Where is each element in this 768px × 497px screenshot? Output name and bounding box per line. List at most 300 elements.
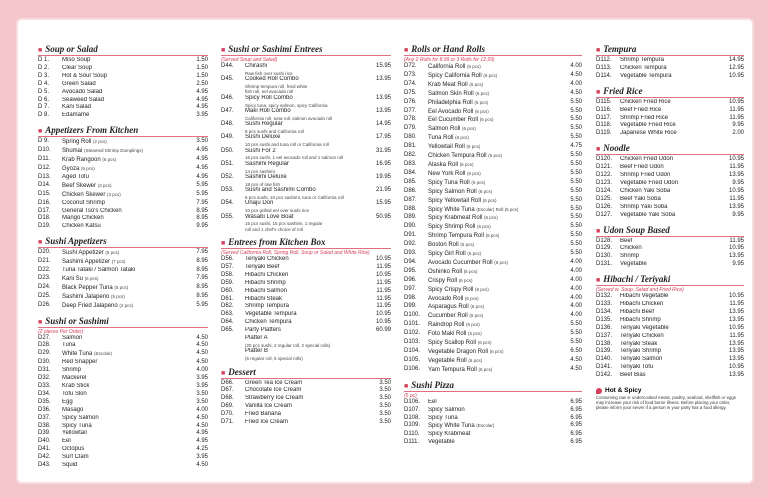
section-gap xyxy=(596,220,744,223)
menu-item xyxy=(38,423,208,431)
item-name xyxy=(245,134,367,142)
item-name xyxy=(428,312,558,321)
item-code: D64. xyxy=(221,319,234,326)
item-name-text: Fried Ice Cream xyxy=(245,419,289,426)
item-price: 5.50 xyxy=(570,160,582,167)
item-name-text: Fried Banana xyxy=(245,411,282,418)
item-name-text: Spicy Shrimp Roll xyxy=(428,224,476,231)
bullet-icon: ■ xyxy=(38,238,43,247)
item-name-text: Green Tea Ice Cream xyxy=(245,379,303,386)
item-name xyxy=(428,125,558,134)
item-name xyxy=(428,197,558,206)
item-name-text: Spicy Tuna xyxy=(428,414,458,421)
item-code: D48. xyxy=(221,121,234,128)
menu-item xyxy=(221,63,391,71)
menu-item xyxy=(404,415,582,423)
section-gap xyxy=(38,311,208,314)
item-portion: (6 pcs) xyxy=(478,188,493,194)
item-code: D109. xyxy=(404,422,421,429)
item-name-text: Vegetable Roll xyxy=(428,357,467,364)
section-title xyxy=(221,44,391,56)
item-name xyxy=(62,165,184,174)
item-code: D114. xyxy=(596,72,612,79)
menu-item xyxy=(221,387,391,395)
item-price: 13.95 xyxy=(375,94,391,101)
item-code: D106. xyxy=(404,398,421,405)
item-name-text: Hibachi Chicken xyxy=(245,271,289,278)
item-name-text: Shrimp Fried Udon xyxy=(620,172,671,179)
item-description: roll and 1 chef's choice of roll xyxy=(245,226,303,232)
section-title-text: Tempura xyxy=(603,44,637,54)
item-name xyxy=(428,259,558,268)
bullet-icon: ■ xyxy=(38,127,43,136)
item-name xyxy=(62,57,184,65)
menu-item xyxy=(38,191,208,200)
item-portion: (6 pcs) xyxy=(470,304,485,310)
item-code: D135. xyxy=(596,316,613,323)
item-code: D131. xyxy=(596,261,613,268)
item-code: D57. xyxy=(221,263,234,270)
item-name xyxy=(245,108,367,116)
item-name xyxy=(428,422,558,431)
item-code: D87. xyxy=(404,196,417,203)
menu-item xyxy=(596,115,744,123)
item-price: 13.95 xyxy=(375,107,391,114)
item-name-text: Spicy White Tuna xyxy=(428,206,475,213)
menu-column-3 xyxy=(404,42,582,450)
menu-item xyxy=(38,342,208,350)
menu-item xyxy=(404,330,582,339)
item-code: D39. xyxy=(38,430,51,437)
item-price: 5.50 xyxy=(570,152,582,159)
item-code: D15. xyxy=(38,190,51,197)
item-price: 13.95 xyxy=(728,308,744,315)
menu-item xyxy=(404,90,582,99)
item-price: 3.95 xyxy=(196,454,208,461)
item-name-text: Sashimi Deluxe xyxy=(245,173,287,180)
item-name xyxy=(620,73,720,81)
menu-item xyxy=(221,264,391,272)
item-price: 5.50 xyxy=(570,321,582,328)
section-title xyxy=(404,44,582,56)
item-name xyxy=(620,188,720,196)
menu-item xyxy=(404,143,582,152)
item-name xyxy=(428,330,558,339)
menu-item xyxy=(596,261,744,269)
item-code: D21. xyxy=(38,258,51,265)
item-code: D22. xyxy=(38,267,51,274)
item-portion: (6 pcs) xyxy=(469,313,484,319)
item-code: D95. xyxy=(404,267,417,274)
item-portion: (6 pcs) xyxy=(84,275,99,281)
item-name-text: Beef xyxy=(620,237,633,244)
item-name-text: Sushi Regular xyxy=(245,121,283,128)
item-name-text: Spicy Scallop Roll xyxy=(428,340,477,347)
item-name xyxy=(245,63,367,71)
item-name-text: Yellowtail xyxy=(62,430,87,437)
menu-item xyxy=(38,138,208,147)
menu-item xyxy=(404,431,582,439)
item-price: 4.50 xyxy=(196,342,208,349)
item-price: 4.00 xyxy=(570,63,582,69)
menu-item xyxy=(38,223,208,231)
item-name-text: Octopus xyxy=(62,446,85,453)
section-title-text: Appetizers From Kitchen xyxy=(45,125,139,136)
item-code: D111. xyxy=(404,439,420,446)
item-name-text: Salmon Skin Roll xyxy=(428,90,474,97)
item-price: 3.50 xyxy=(196,138,208,145)
item-name xyxy=(620,156,720,164)
menu-item xyxy=(404,125,582,134)
item-name xyxy=(62,223,184,231)
item-code: D105. xyxy=(404,356,421,363)
bullet-icon: ■ xyxy=(221,239,226,248)
item-name-text: Eel Cucumber Roll xyxy=(428,117,479,124)
item-price: 3.50 xyxy=(196,390,208,397)
menu-item xyxy=(404,81,582,90)
item-name-text: Tuna xyxy=(62,342,76,349)
item-price: 3.50 xyxy=(379,419,391,426)
item-price: 4.00 xyxy=(570,303,582,310)
menu-item xyxy=(221,174,391,182)
menu-item xyxy=(596,180,744,188)
menu-item xyxy=(38,174,208,182)
item-code: D75. xyxy=(404,89,417,96)
item-code: D139. xyxy=(596,348,613,355)
item-name-text: Kani Su xyxy=(62,275,84,282)
item-price: 5.50 xyxy=(570,232,582,239)
menu-item xyxy=(404,232,582,241)
menu-item xyxy=(596,164,744,172)
item-description: (5 regular roll, 5 special rolls) xyxy=(245,356,303,362)
item-price: 10.95 xyxy=(375,256,391,263)
section-title xyxy=(221,367,391,379)
item-name-text: Tofu Skin xyxy=(62,390,87,397)
menu-page xyxy=(18,20,752,482)
item-name-text: Sushi Appetizer xyxy=(62,250,104,257)
item-name-text: Vegetable xyxy=(428,439,455,446)
item-portion: (Escolar) Roll (6 pcs) xyxy=(476,206,519,212)
item-portion: (6 pcs) xyxy=(467,64,481,69)
item-portion: (6 pcs) xyxy=(475,90,490,96)
menu-item xyxy=(38,81,208,89)
item-code: D55. xyxy=(221,213,234,220)
item-portion: (6 pcs) xyxy=(479,117,494,123)
menu-item xyxy=(404,134,582,143)
item-name-text: Vegetable Tempura xyxy=(245,311,297,318)
menu-item xyxy=(221,403,391,411)
item-price: 3.50 xyxy=(379,387,391,394)
menu-item xyxy=(596,333,744,341)
item-portion: (5 pcs) xyxy=(460,242,475,248)
item-name xyxy=(428,134,558,143)
menu-item xyxy=(404,277,582,286)
item-name xyxy=(245,214,367,222)
item-name-text: Krab Stick xyxy=(62,383,90,389)
menu-item xyxy=(38,73,208,81)
item-name-text: New York Roll xyxy=(428,170,466,177)
item-price: 21.95 xyxy=(375,187,391,194)
item-name xyxy=(620,122,720,130)
section-title xyxy=(38,44,208,56)
item-name xyxy=(620,130,720,138)
item-description: 10 pcs sushi and tuna roll or California roll xyxy=(245,142,329,148)
menu-item xyxy=(596,204,744,212)
item-name xyxy=(245,95,367,103)
item-name xyxy=(620,196,720,204)
item-code: D14. xyxy=(38,181,51,188)
item-name xyxy=(245,395,367,403)
item-name-text: Sashimi Jalapeno xyxy=(62,293,110,300)
item-price: 1.50 xyxy=(196,72,208,79)
item-name-text: Foto Maki Roll xyxy=(428,331,467,338)
item-price: 4.50 xyxy=(196,462,208,469)
item-code: D106. xyxy=(404,365,421,372)
section-subtitle: (Served Soup and Salad) xyxy=(221,57,278,63)
item-code: D130. xyxy=(596,253,613,260)
item-code: D65. xyxy=(221,327,234,334)
item-portion: (6 pcs) xyxy=(459,161,474,167)
item-code: D32. xyxy=(38,375,51,382)
menu-item xyxy=(38,165,208,174)
menu-item xyxy=(38,375,208,383)
item-price: 13.95 xyxy=(375,76,391,83)
section-title-text: Sushi or Sashimi Entrees xyxy=(228,44,323,54)
item-portion: (6 pcs) xyxy=(466,144,481,150)
item-name xyxy=(428,99,558,108)
item-portion: (3 pcs) xyxy=(107,191,121,197)
item-name xyxy=(428,357,558,366)
item-code: D62. xyxy=(221,303,234,310)
item-name-text: Teriyaki Beef xyxy=(245,263,280,270)
item-name xyxy=(620,253,720,261)
item-code: D72. xyxy=(404,63,417,69)
item-code: D43. xyxy=(38,462,51,469)
item-code: D76. xyxy=(404,98,417,105)
bullet-icon: ■ xyxy=(38,46,43,54)
item-name-text: California Roll xyxy=(428,64,466,70)
item-name xyxy=(245,264,367,272)
menu-item xyxy=(596,65,744,73)
section-title-text: Dessert xyxy=(228,366,256,377)
item-name-text: General Tso's Chicken xyxy=(62,207,122,214)
item-name-text: Chicken Tempura xyxy=(620,64,667,71)
item-price: 7.95 xyxy=(196,249,208,256)
menu-item xyxy=(221,411,391,419)
item-code: D46. xyxy=(221,94,234,101)
item-description: Raw fish over sushi rice xyxy=(245,70,293,76)
item-name xyxy=(620,333,720,341)
item-name xyxy=(620,99,720,107)
item-price: 4.00 xyxy=(196,406,208,413)
item-name-text: Beef Bias xyxy=(620,372,646,379)
menu-item xyxy=(221,256,391,264)
menu-item xyxy=(221,161,391,169)
item-code: D23. xyxy=(38,274,51,281)
item-price: 3.50 xyxy=(379,403,391,410)
item-name-text: Beef Fried Rice xyxy=(620,106,662,113)
section-title-text: Fried Rice xyxy=(603,85,643,96)
item-name-text: Asparagus Roll xyxy=(428,304,469,311)
item-price: 6.95 xyxy=(570,398,582,405)
menu-item xyxy=(38,462,208,470)
menu-item xyxy=(404,303,582,312)
item-price: 11.95 xyxy=(729,237,744,244)
menu-item xyxy=(38,57,208,65)
item-portion: (6 pcs) xyxy=(464,295,479,301)
item-name xyxy=(62,359,184,367)
item-name-text: Tuna Roll xyxy=(428,135,454,142)
item-price: 8.95 xyxy=(196,283,208,290)
section-title-text: Udon Soup Based xyxy=(603,224,670,235)
item-price: 15.95 xyxy=(375,200,391,207)
item-portion: (6 pcs) xyxy=(485,233,500,239)
menu-item xyxy=(404,170,582,179)
item-name-text: Hibachi Beef xyxy=(620,308,655,315)
item-name-text: Vanilla Ice Cream xyxy=(245,403,292,410)
item-price: 5.50 xyxy=(570,187,582,194)
item-description: 16 pcs sushi, 1 eel avocado roll and 1 salmon roll xyxy=(245,155,344,161)
item-code: D112. xyxy=(596,57,612,63)
item-name xyxy=(428,179,558,188)
item-price: 17.95 xyxy=(375,134,391,141)
section-gap xyxy=(596,380,744,383)
menu-item xyxy=(221,187,391,195)
item-name xyxy=(428,152,558,161)
item-code: D 9. xyxy=(38,138,50,145)
item-name-text: Red Snapper xyxy=(62,359,98,366)
menu-item xyxy=(38,258,208,267)
item-name-text: Shrimp Yaki Soba xyxy=(620,203,668,210)
item-price: 4.75 xyxy=(570,143,582,150)
menu-item xyxy=(404,312,582,321)
item-portion: (6 pcs) xyxy=(477,224,491,230)
item-code: D19. xyxy=(38,223,51,230)
item-name xyxy=(62,438,184,446)
item-price: 10.95 xyxy=(728,72,744,79)
menu-item xyxy=(596,107,744,115)
menu-item xyxy=(38,454,208,462)
menu-item xyxy=(38,359,208,367)
menu-item xyxy=(38,112,208,120)
item-price: 9.95 xyxy=(732,261,744,268)
item-portion: (6 pcs) xyxy=(484,215,498,221)
menu-item xyxy=(404,422,582,431)
item-name xyxy=(62,293,184,302)
item-price xyxy=(367,348,391,356)
menu-item xyxy=(38,249,208,258)
item-code: D33. xyxy=(38,383,51,389)
menu-item xyxy=(38,147,208,156)
item-name xyxy=(62,446,184,454)
menu-item xyxy=(596,253,744,261)
item-code: D56. xyxy=(221,256,234,263)
item-code: D42. xyxy=(38,454,51,461)
item-name-text: Shrimp Fried Rice xyxy=(620,114,669,121)
item-name-text: Miso Soup xyxy=(62,57,91,63)
item-code: D30. xyxy=(38,359,51,366)
item-code: D128. xyxy=(596,237,613,244)
item-name xyxy=(428,277,558,286)
item-portion: (6 pcs) xyxy=(482,197,497,203)
item-name xyxy=(428,431,558,439)
item-price: 3.50 xyxy=(379,411,391,418)
menu-item xyxy=(221,108,391,116)
menu-item xyxy=(596,73,744,81)
menu-item xyxy=(221,200,391,208)
item-code: D25. xyxy=(38,292,51,299)
item-price: 4.50 xyxy=(196,350,208,357)
item-name-text: Yellowtail Roll xyxy=(428,144,465,151)
item-name-text: Cucumber Roll xyxy=(428,313,468,320)
item-name-text: Kani Salad xyxy=(62,104,92,111)
item-price: 3.50 xyxy=(379,395,391,402)
item-name xyxy=(620,65,720,73)
item-price: 11.95 xyxy=(729,106,744,113)
item-portion: (7 pcs) xyxy=(111,259,126,265)
item-code: D31. xyxy=(38,367,51,374)
section-title-text: Sushi Pizza xyxy=(411,379,455,390)
item-name xyxy=(245,387,367,395)
section-subtitle: (Served California Roll, Spring Roll, Soup or Salad and White Rice) xyxy=(221,250,370,257)
item-name-text: Chicken Yaki Soba xyxy=(620,187,671,194)
item-portion: (Steamed Shrimp Dumplings) xyxy=(84,148,144,154)
menu-item xyxy=(221,288,391,296)
item-price: 9.95 xyxy=(732,122,744,129)
item-name xyxy=(62,182,184,191)
item-name-text: Egg xyxy=(62,398,73,405)
item-code: D16. xyxy=(38,199,51,206)
menu-item xyxy=(404,223,582,232)
item-code: D 5. xyxy=(38,88,50,95)
item-name-text: Oshinko Roll xyxy=(428,268,463,275)
item-name xyxy=(620,317,720,325)
item-name xyxy=(428,116,558,125)
item-name xyxy=(620,372,720,380)
menu-item xyxy=(404,214,582,223)
item-name-text: Black Pepper Tuna xyxy=(62,284,113,291)
item-name xyxy=(62,97,184,105)
item-code: D132. xyxy=(596,293,613,300)
menu-item xyxy=(38,275,208,284)
item-code: D18. xyxy=(38,215,51,222)
section-title-text: Noodle xyxy=(603,143,630,154)
item-description: (20 pcs sushi, 2 regular roll, 2 special rolls) xyxy=(245,343,331,348)
item-price: 11.95 xyxy=(376,295,391,302)
item-name-text: Sashimi Regular xyxy=(245,160,290,167)
item-code: D140. xyxy=(596,356,613,363)
item-name xyxy=(620,164,720,172)
item-price: 11.95 xyxy=(376,263,391,270)
item-name xyxy=(620,180,720,188)
section-subtitle: (Any 2 Rolls for 8.99 or 3 Rolls for 12.99) xyxy=(404,57,495,63)
menu-item xyxy=(221,303,391,311)
item-portion: (6 pcs) xyxy=(475,286,489,292)
item-code: D29. xyxy=(38,350,51,357)
menu-item xyxy=(596,57,744,65)
item-price: 11.95 xyxy=(729,301,744,308)
pepper-icon xyxy=(596,388,602,394)
item-name xyxy=(62,383,184,391)
item-price: 11.95 xyxy=(729,332,744,339)
menu-item xyxy=(221,319,391,327)
item-description: 14 pcs sashimi xyxy=(245,168,275,174)
item-price: 4.50 xyxy=(570,89,582,96)
item-price: 13.95 xyxy=(728,253,744,260)
item-name-text: Sushi For 2 xyxy=(245,147,276,154)
item-name xyxy=(62,462,184,470)
item-code: D78. xyxy=(404,116,417,123)
